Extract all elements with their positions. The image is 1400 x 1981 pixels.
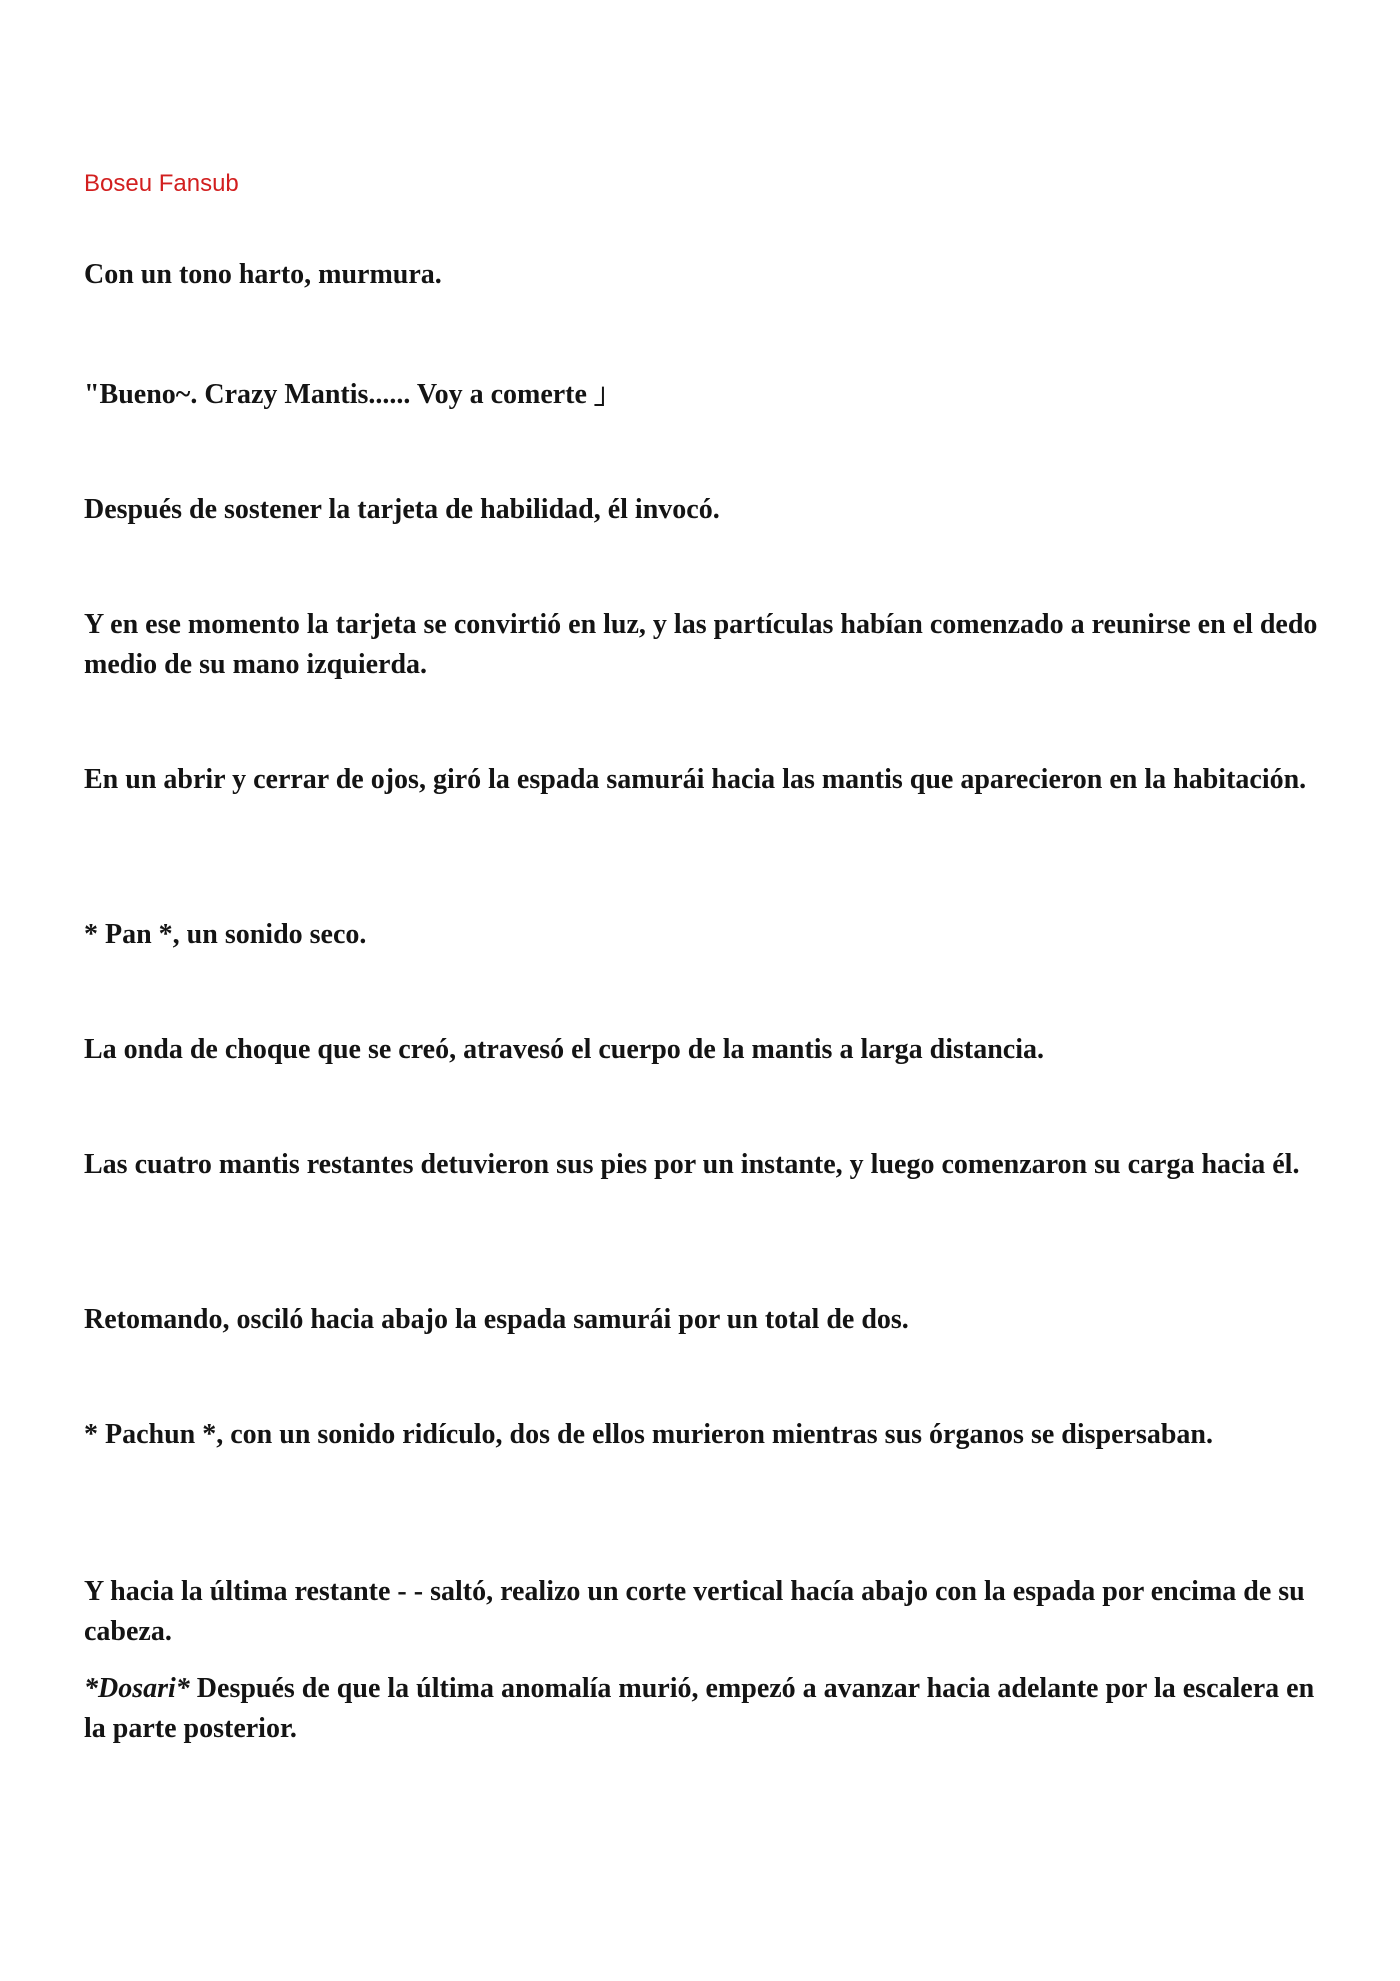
sound-effect-emphasis: *Dosari* xyxy=(84,1673,190,1704)
paragraph: Después de sostener la tarjeta de habilidad, él invocó. xyxy=(84,494,720,525)
final-paragraph xyxy=(84,1669,1334,1749)
paragraph: Y hacia la última restante - - saltó, realizo un corte vertical hacía abajo con la espada por encima de su cabeza. xyxy=(84,1576,1305,1647)
paragraph: Con un tono harto, murmura. xyxy=(84,259,442,290)
paragraph: Las cuatro mantis restantes detuvieron sus pies por un instante, y luego comenzaron su carga hacia él. xyxy=(84,1149,1300,1180)
fansub-header: Boseu Fansub xyxy=(84,170,239,197)
paragraph: La onda de choque que se creó, atravesó el cuerpo de la mantis a larga distancia. xyxy=(84,1034,1045,1065)
paragraph: En un abrir y cerrar de ojos, giró la espada samurái hacia las mantis que aparecieron en la habitación. xyxy=(84,764,1307,795)
paragraph: * Pachun *, con un sonido ridículo, dos de ellos murieron mientras sus órganos se dispersaban. xyxy=(84,1419,1213,1450)
paragraph: "Bueno~. Crazy Mantis...... Voy a comerte 」 xyxy=(84,379,622,410)
paragraph: Y en ese momento la tarjeta se convirtió en luz, y las partículas habían comenzado a reunirse en el dedo medio de su mano izquierda. xyxy=(84,609,1318,680)
final-paragraph-text: Después de que la última anomalía murió, empezó a avanzar hacia adelante por la escalera en la parte posterior. xyxy=(84,1673,1315,1744)
paragraph: Retomando, osciló hacia abajo la espada samurái por un total de dos. xyxy=(84,1304,909,1335)
paragraph: * Pan *, un sonido seco. xyxy=(84,919,367,950)
